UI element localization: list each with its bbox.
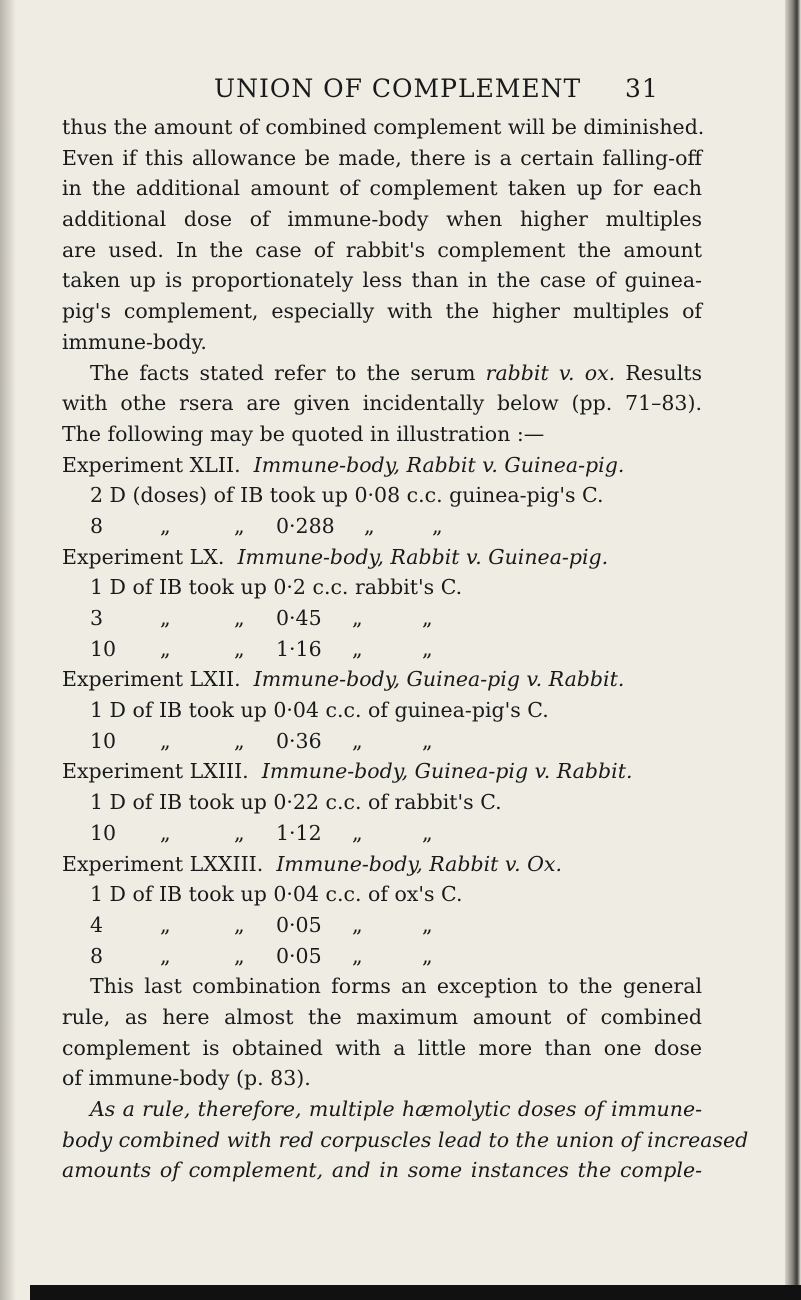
text-line: complement is obtained with a little more than one dose [62, 1035, 702, 1060]
scan-bottom-edge [30, 1285, 801, 1300]
experiment-heading: Experiment LXXIII. Immune-body, Rabbit v. Ox. [62, 851, 562, 876]
text-line: in the additional amount of complement taken up for each [62, 176, 702, 201]
text-line: taken up is proportionately less than in the case of guinea- [62, 268, 702, 293]
experiment-lxii [62, 664, 702, 756]
text-line: thus the amount of combined complement will be diminished. [62, 115, 705, 139]
experiment-heading: Experiment LX. Immune-body, Rabbit v. Guinea-pig. [62, 544, 609, 569]
serum-name: rabbit v. ox. [485, 360, 616, 385]
text-line: body combined with red corpuscles lead to the union of increased [62, 1127, 749, 1152]
experiment-heading: Experiment XLII. Immune-body, Rabbit v. Guinea-pig. [62, 452, 625, 477]
paragraph-1 [62, 112, 705, 358]
experiment-lxxiii [62, 849, 702, 972]
text-line: are used. In the case of rabbit's complement the amount [62, 237, 702, 262]
ditto-row: 8 „ „ 0·05 „ „ [90, 943, 433, 968]
experiment-line: 2 D (doses) of IB took up 0·08 c.c. guinea-pig's C. [90, 483, 604, 508]
text-line: The facts stated refer to the serum rabbit v. ox. Results [90, 360, 703, 385]
text-line: This last combination forms an exception to the general [90, 974, 702, 999]
experiment-heading: Experiment LXII. Immune-body, Guinea-pig v. Rabbit. [62, 667, 625, 692]
ditto-row: 10 „ „ 1·16 „ „ [90, 636, 433, 661]
running-title: UNION OF COMPLEMENT [214, 74, 582, 103]
ditto-row: 3 „ „ 0·45 „ „ [90, 606, 433, 630]
paragraph-3 [62, 971, 702, 1094]
experiment-lxiii [62, 756, 702, 848]
text-line: Even if this allowance be made, there is a certain falling-off [62, 145, 702, 170]
page-edge [785, 0, 801, 1300]
text-line: pig's complement, especially with the higher multiples of [62, 299, 702, 324]
paragraph-4 [62, 1094, 749, 1186]
text-line: immune-body. [62, 329, 207, 354]
experiment-line: 1 D of IB took up 0·22 c.c. of rabbit's C. [90, 790, 502, 815]
body-text [62, 112, 749, 1186]
text-line: with othe rsera are given incidentally below (pp. 71–83). [62, 391, 702, 416]
running-header [0, 70, 801, 106]
text-line: additional dose of immune-body when higher multiples [62, 207, 702, 232]
text-line: rule, as here almost the maximum amount of combined [62, 1004, 702, 1029]
experiment-xlii [62, 450, 702, 542]
experiment-lx [62, 542, 702, 665]
experiment-line: 1 D of IB took up 0·2 c.c. rabbit's C. [90, 575, 463, 600]
experiment-line: 1 D of IB took up 0·04 c.c. of ox's C. [90, 882, 463, 907]
ditto-row: 4 „ „ 0·05 „ „ [90, 912, 433, 937]
ditto-row: 10 „ „ 0·36 „ „ [90, 728, 433, 753]
page-number: 31 [625, 74, 659, 103]
experiment-heading: Experiment LXIII. Immune-body, Guinea-pig v. Rabbit. [62, 759, 633, 784]
experiment-line: 1 D of IB took up 0·04 c.c. of guinea-pig's C. [90, 698, 549, 723]
paragraph-2 [62, 358, 702, 450]
ditto-row: 10 „ „ 1·12 „ „ [90, 820, 433, 845]
text-line: of immune-body (p. 83). [62, 1066, 311, 1091]
text-line: amounts of complement, and in some instances the comple- [62, 1158, 702, 1183]
text-line: The following may be quoted in illustration :— [62, 421, 545, 446]
page-gutter-shadow [0, 0, 16, 1300]
ditto-row: 8 „ „ 0·288 „ „ [90, 513, 443, 538]
text-line: As a rule, therefore, multiple hæmolytic doses of immune- [90, 1097, 702, 1121]
